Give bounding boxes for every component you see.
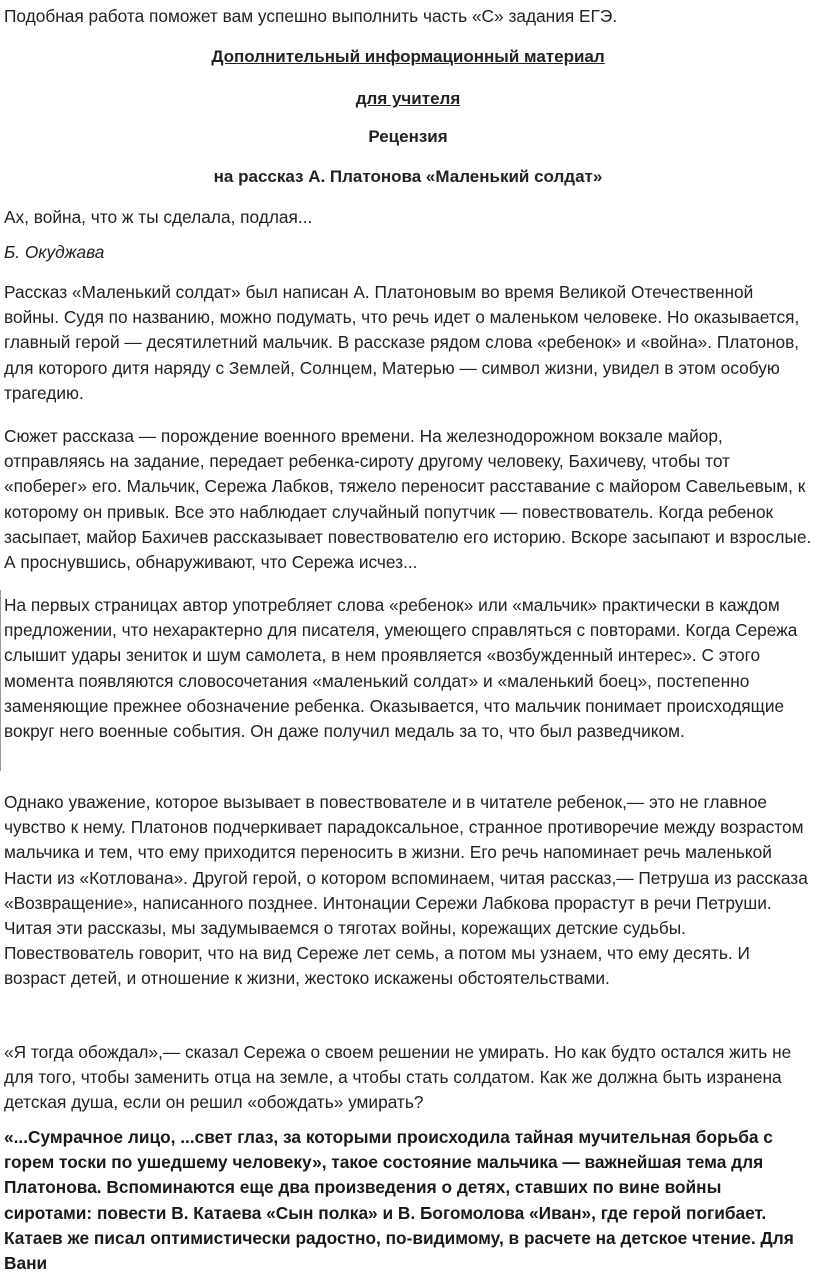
margin-line <box>0 590 1 771</box>
intro-text: Подобная работа поможет вам успешно выполнить часть «С» задания ЕГЭ. <box>4 6 618 26</box>
epigraph-author: Б. Окуджава <box>4 242 105 262</box>
paragraph-6: «...Сумрачное лицо, ...свет глаз, за которыми происходила тайная мучительная борьба с горем тоски по ушедшему человеку», такое состояние мальчика — важнейшая тема для Платонова. Вспоминаются еще два произведения о детях, ставших по вине войны сиротами: повести В. Катаева «Сын полка» и В. Богомолова «Иван», где герой погибает. Катаев же писал оптимистически радостно, по-видимому, в расчете на детское чтение. Для Вани <box>4 1127 794 1274</box>
heading-review: Рецензия <box>368 127 448 146</box>
paragraph-3: На первых страницах автор употребляет слова «ребенок» или «мальчик» практически в каждом предложении, что нехарактерно для писателя, умеющего справляться с повторами. Когда Сережа слышит удары зениток и шум самолета, в нем проявляется «возбужденный интерес». С этого момента появляются словосочетания «маленький солдат» и «маленький боец», постепенно заменяющие прежнее обозначение ребенка. Оказывается, что мальчик понимает происходящие вокруг него военные события. Он даже получил медаль за то, что был разведчиком. <box>4 595 798 742</box>
heading-for-teacher: для учителя <box>355 89 461 108</box>
paragraph-2: Сюжет рассказа — порождение военного времени. На железнодорожном вокзале майор, отправляясь на задание, передает ребенка-сироту другому человеку, Бахичеву, чтобы тот «поберег» его. Мальчик, Сережа Лабков, тяжело переносит расставание с майором Савельевым, к которому он привык. Все это наблюдает случайный попутчик — повествователь. Когда ребенок засыпает, майор Бахичев рассказывает повествователю его историю. Вскоре засыпают и взрослые. А проснувшись, обнаруживают, что Сережа исчез... <box>4 426 812 573</box>
paragraph-4: Однако уважение, которое вызывает в повествователе и в читателе ребенок,— это не главное чувство к нему. Платонов подчеркивает парадоксальное, странное противоречие между возрастом мальчика и тем, что ему приходится переносить в жизни. Его речь напоминает речь маленькой Насти из «Котлована». Другой герой, о котором вспоминаем, читая рассказ,— Петруша из рассказа «Возвращение», написанного позднее. Интонации Сережи Лабкова прорастут в речи Петруши. Читая эти рассказы, мы задумываемся о тяготах войны, корежащих детские судьбы. Повествователь говорит, что на вид Сереже лет семь, а потом мы узнаем, что ему десять. И возраст детей, и отношение к жизни, жестоко искажены обстоятельствами. <box>4 792 808 989</box>
heading-additional-material: Дополнительный информационный материал <box>211 47 605 66</box>
heading-story-title: на рассказ А. Платонова «Маленький солдат» <box>213 167 603 186</box>
epigraph-text: Ах, война, что ж ты сделала, подлая... <box>4 207 313 227</box>
paragraph-1: Рассказ «Маленький солдат» был написан А. Платоновым во время Великой Отечественной войны. Судя по названию, можно подумать, что речь идет о маленьком человеке. Но оказывается, главный герой — десятилетний мальчик. В рассказе рядом слова «ребенок» и «война». Платонов, для которого дитя наряду с Землей, Солнцем, Матерью — символ жизни, увидел в этом особую трагедию. <box>4 282 800 403</box>
paragraph-5: «Я тогда обождал»,— сказал Сережа о своем решении не умирать. Но как будто остался жить не для того, чтобы заменить отца на земле, а чтобы стать солдатом. Как же должна быть изранена детская душа, если он решил «обождать» умирать? <box>4 1042 792 1113</box>
